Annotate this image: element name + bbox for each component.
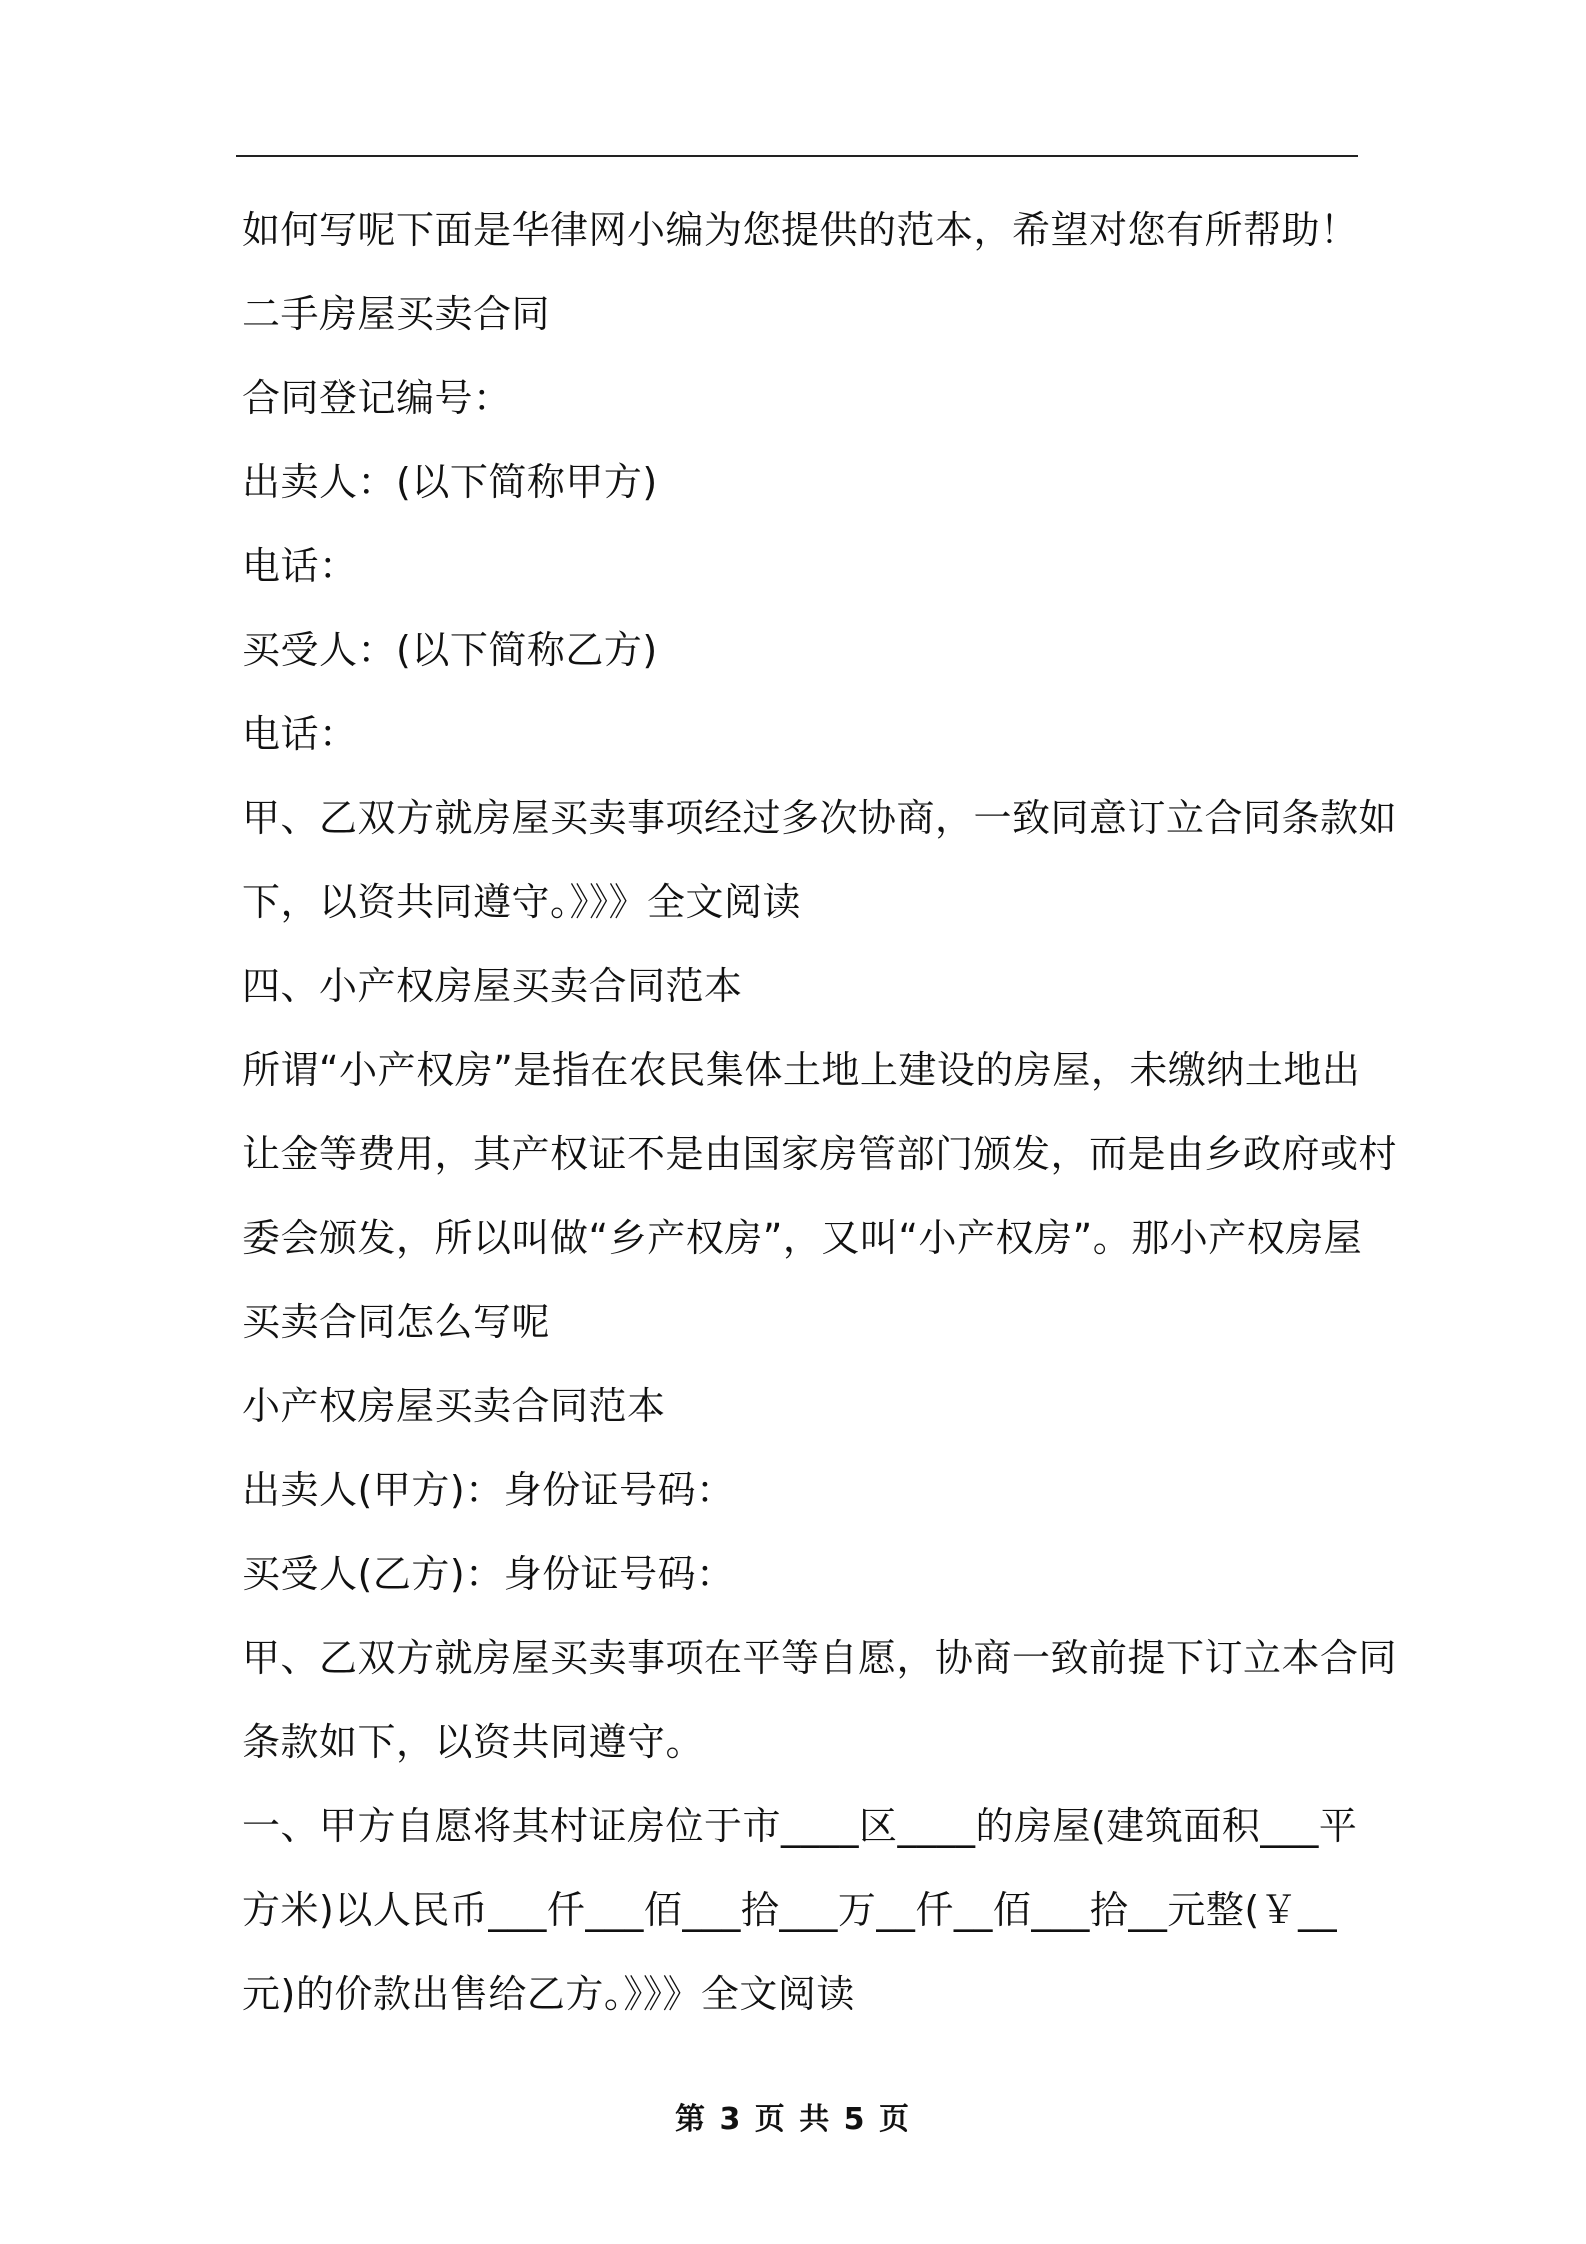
- buyer-phone-line: 电话：: [242, 712, 358, 756]
- seller-phone-line: 电话：: [242, 544, 358, 588]
- agreement-paragraph-line: 甲、乙双方就房屋买卖事项经过多次协商，一致同意订立合同条款如: [242, 796, 1398, 840]
- clause-one-line: 一、甲方自愿将其村证房位于市____区____的房屋(建筑面积___平: [242, 1804, 1358, 1848]
- clause-one-line: 方米)以人民币___仟___佰___拾___万__仟__佰___拾__元整(￥__: [242, 1888, 1338, 1932]
- clause-one-line-read-more[interactable]: 元)的价款出售给乙方。》》》全文阅读: [242, 1972, 855, 2016]
- header-rule: [236, 155, 1358, 157]
- document-body: [242, 198, 1398, 2046]
- definition-paragraph-line: 让金等费用，其产权证不是由国家房管部门颁发，而是由乡政府或村: [242, 1132, 1398, 1176]
- small-property-template-heading: 小产权房屋买卖合同范本: [242, 1384, 666, 1428]
- buyer-line: 买受人：(以下简称乙方): [242, 628, 658, 672]
- seller-line: 出卖人：(以下简称甲方): [242, 460, 658, 504]
- intro-line: 如何写呢下面是华律网小编为您提供的范本，希望对您有所帮助！: [242, 208, 1359, 252]
- contract-registration-number: 合同登记编号：: [242, 376, 512, 420]
- definition-paragraph-line: 买卖合同怎么写呢: [242, 1300, 551, 1344]
- template-agreement-line: 条款如下，以资共同遵守。: [242, 1720, 705, 1764]
- heading-second-hand-contract: 二手房屋买卖合同: [242, 292, 551, 336]
- definition-paragraph-line: 委会颁发，所以叫做“乡产权房”，又叫“小产权房”。那小产权房屋: [242, 1216, 1363, 1260]
- definition-paragraph-line: 所谓“小产权房”是指在农民集体土地上建设的房屋，未缴纳土地出: [242, 1048, 1361, 1092]
- buyer-id-line: 买受人(乙方)：身份证号码：: [242, 1552, 735, 1596]
- template-agreement-line: 甲、乙双方就房屋买卖事项在平等自愿，协商一致前提下订立本合同: [242, 1636, 1398, 1680]
- section-four-heading: 四、小产权房屋买卖合同范本: [242, 964, 743, 1008]
- seller-id-line: 出卖人(甲方)：身份证号码：: [242, 1468, 735, 1512]
- agreement-paragraph-line-read-more[interactable]: 下，以资共同遵守。》》》全文阅读: [242, 880, 802, 924]
- page-number: 第 3 页 共 5 页: [675, 2102, 911, 2137]
